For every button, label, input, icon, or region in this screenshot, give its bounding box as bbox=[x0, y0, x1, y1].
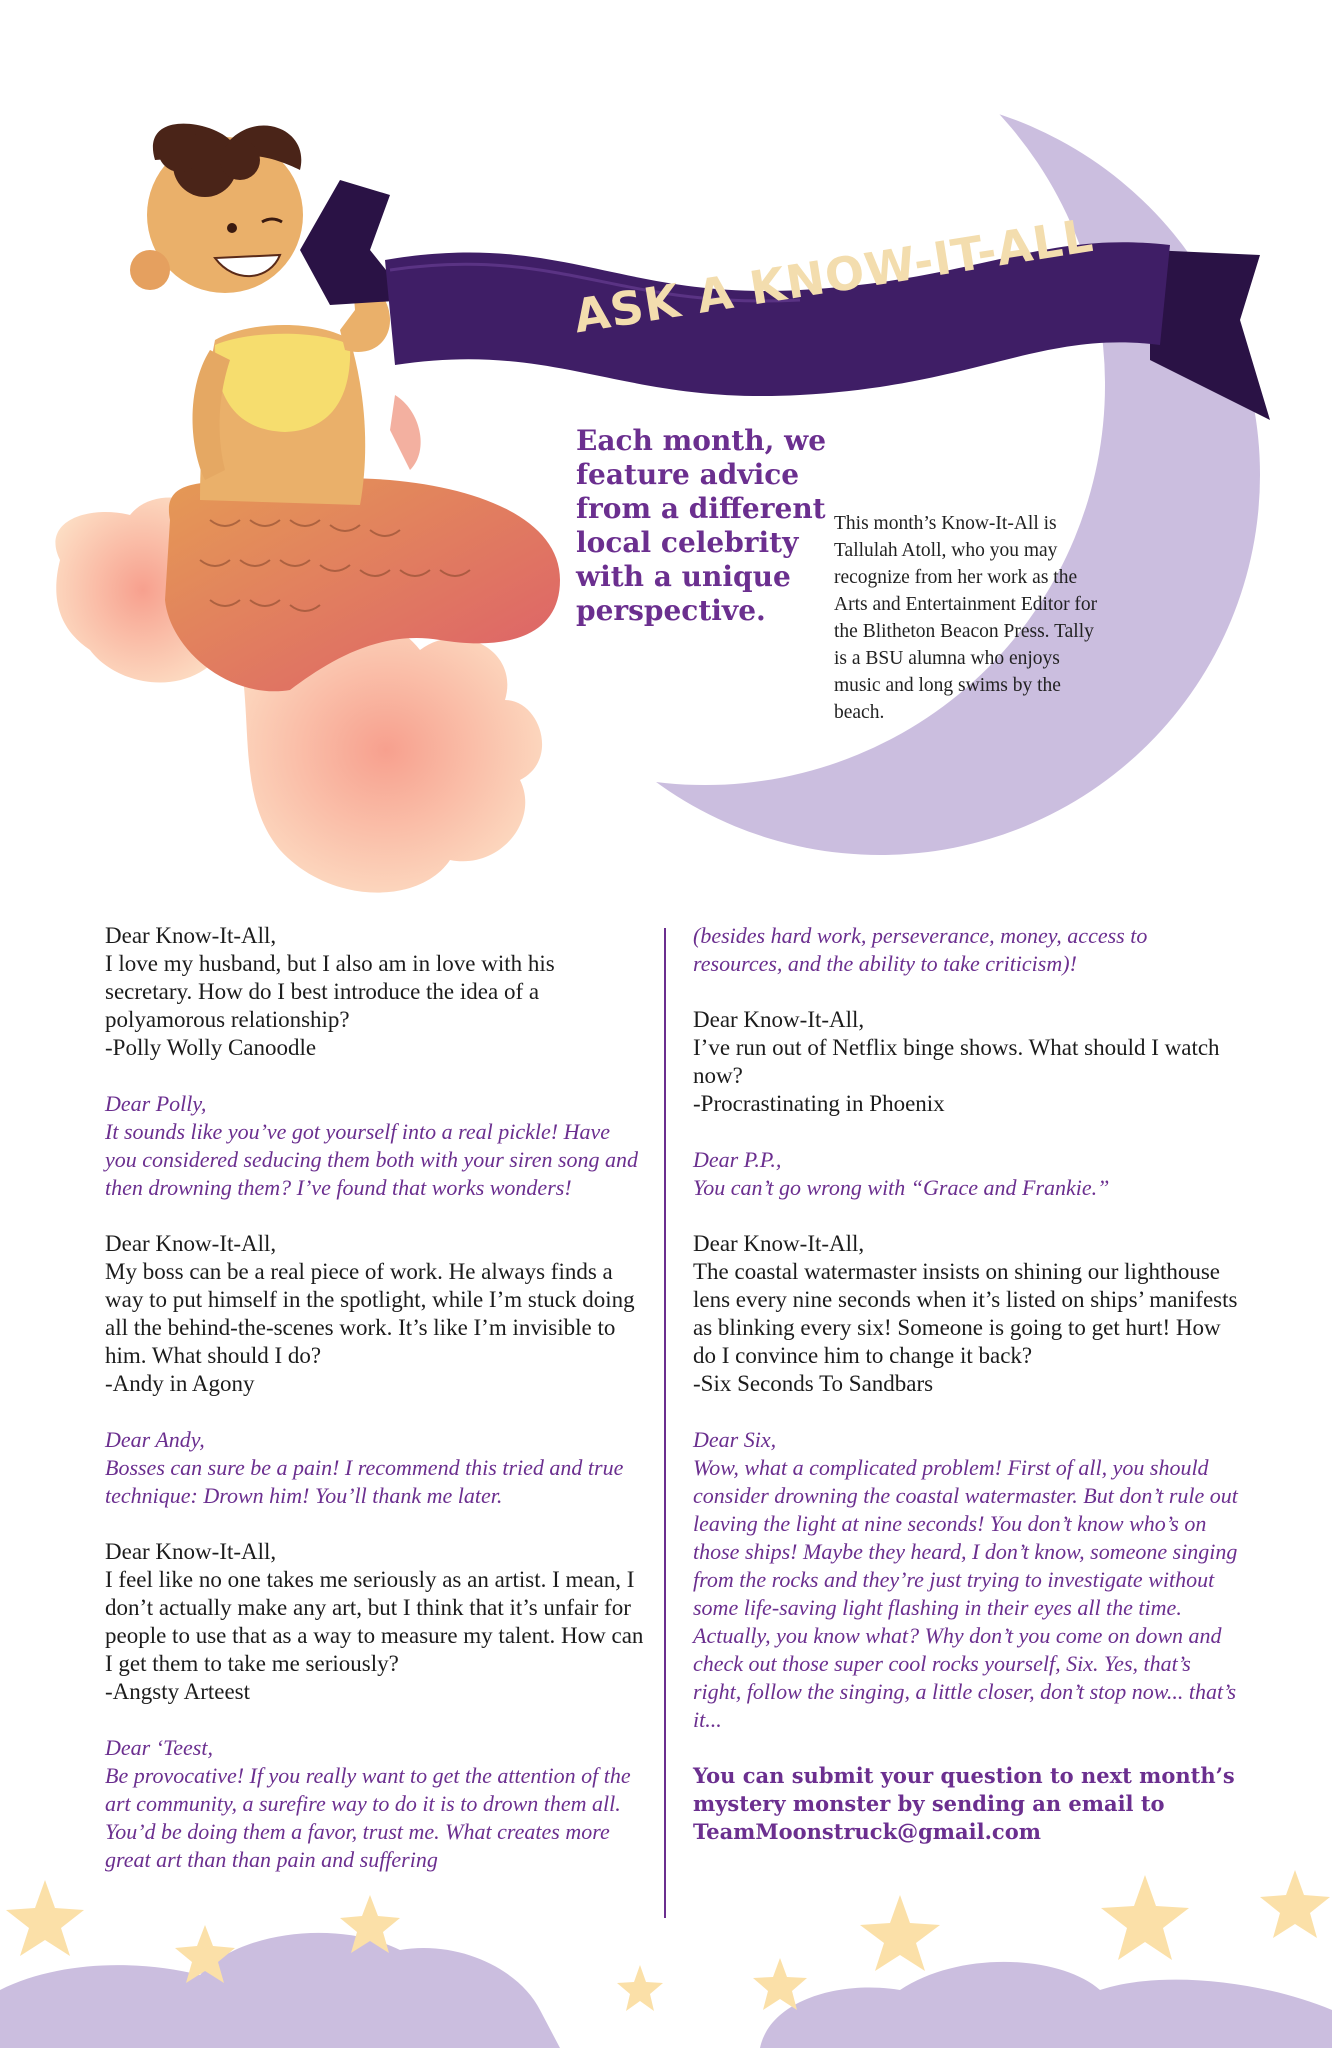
advice-reply bbox=[693, 1426, 1238, 1734]
letter-salutation: Dear Know-It-All, bbox=[693, 1231, 865, 1256]
reply-body: (besides hard work, perseverance, money, access to resources, and the ability to take criticism)! bbox=[693, 923, 1148, 976]
reply-body: It sounds like you’ve got yourself into a real pickle! Have you considered seducing them both with your siren song and then drowning them? I’ve found that works wonders! bbox=[105, 1119, 639, 1200]
letter-salutation: Dear Know-It-All, bbox=[693, 1007, 865, 1032]
reply-body: Wow, what a complicated problem! First of all, you should consider drowning the coastal watermaster. But don’t rule out leaving the light at nine seconds! You don’t know who’s on those ships! Maybe they heard, I don’t know, someone singing from the rocks and they’re just trying to investigate without some life-saving light flashing in their eyes all the time. Actually, you know what? Why don’t you come on down and check out those super cool rocks yourself, Six. Yes, that’s right, follow the singing, a little closer, don’t stop now... that’s it... bbox=[693, 1455, 1238, 1732]
reader-letter bbox=[105, 1538, 645, 1706]
column-divider bbox=[664, 928, 666, 1918]
reply-body: Bosses can sure be a pain! I recommend this tried and true technique: Drown him! You’ll thank me later. bbox=[105, 1455, 624, 1508]
star-icon bbox=[860, 1895, 940, 1971]
letter-body: I feel like no one takes me seriously as an artist. I mean, I don’t actually make any art, but I think that it’s unfair for people to use that as a way to measure my talent. How can I get them to take me seriously? bbox=[105, 1567, 644, 1676]
reply-salutation: Dear ‘Teest, bbox=[105, 1735, 213, 1760]
letter-salutation: Dear Know-It-All, bbox=[105, 1539, 277, 1564]
star-icon bbox=[1260, 1870, 1330, 1938]
advice-reply bbox=[105, 1426, 645, 1510]
letter-body: The coastal watermaster insists on shining our lighthouse lens every nine seconds when it’s listed on ships’ manifests as blinking every six! Someone is going to get hurt! How do I convince him to change it back? bbox=[693, 1259, 1238, 1368]
reader-letter bbox=[105, 1230, 645, 1398]
letter-signature: -Procrastinating in Phoenix bbox=[693, 1091, 945, 1116]
reader-letter bbox=[693, 1006, 1238, 1118]
reply-salutation: Dear Andy, bbox=[105, 1427, 205, 1452]
submission-call-to-action: You can submit your question to next month’s mystery monster by sending an email to TeamMoonstruck@gmail.com bbox=[693, 1763, 1235, 1844]
banner-title: ASK A KNOW-IT-ALL bbox=[570, 207, 1098, 344]
letter-body: I love my husband, but I also am in love with his secretary. How do I best introduce the idea of a polyamorous relationship? bbox=[105, 951, 555, 1032]
letter-salutation: Dear Know-It-All, bbox=[105, 1231, 277, 1256]
feature-tagline: Each month, we feature advice from a different local celebrity with a unique perspective. bbox=[576, 424, 827, 627]
letter-signature: -Polly Wolly Canoodle bbox=[105, 1035, 317, 1060]
advice-column-right bbox=[693, 922, 1238, 1867]
reply-salutation: Dear Polly, bbox=[105, 1091, 207, 1116]
star-icon bbox=[6, 1880, 84, 1956]
reply-salutation: Dear P.P., bbox=[693, 1147, 782, 1172]
reply-body: You can’t go wrong with “Grace and Frankie.” bbox=[693, 1175, 1110, 1200]
letter-body: I’ve run out of Netflix binge shows. What should I watch now? bbox=[693, 1035, 1220, 1088]
star-icon bbox=[617, 1965, 663, 2011]
letter-signature: -Andy in Agony bbox=[105, 1371, 255, 1396]
advice-reply bbox=[105, 1090, 645, 1202]
letter-signature: -Angsty Arteest bbox=[105, 1679, 251, 1704]
clouds-and-stars-decoration bbox=[0, 1840, 1332, 2048]
reader-letter bbox=[105, 922, 645, 1062]
letter-signature: -Six Seconds To Sandbars bbox=[693, 1371, 934, 1396]
title-banner-ribbon bbox=[0, 0, 1332, 460]
reply-body: Be provocative! If you really want to get the attention of the art community, a surefire way to do it is to drown them all. You’d be doing them a favor, trust me. What creates more great art than than pain and suffering bbox=[105, 1763, 631, 1872]
featured-celebrity-intro: This month’s Know-It-All is Tallulah Atoll, who you may recognize from her work as the Arts and Entertainment Editor for the Blitheton Beacon Press. Tally is a BSU alumna who enjoys music and long swims by the beach. bbox=[834, 513, 1098, 723]
reader-letter bbox=[693, 1230, 1238, 1398]
letter-body: My boss can be a real piece of work. He always finds a way to put himself in the spotlight, while I’m stuck doing all the behind-the-scenes work. It’s like I’m invisible to him. What should I do? bbox=[105, 1259, 635, 1368]
reply-continuation bbox=[693, 922, 1238, 978]
star-icon bbox=[753, 1958, 807, 2010]
reply-salutation: Dear Six, bbox=[693, 1427, 777, 1452]
star-icon bbox=[1101, 1875, 1189, 1960]
advice-column-left bbox=[105, 922, 645, 1902]
advice-reply bbox=[693, 1146, 1238, 1202]
letter-salutation: Dear Know-It-All, bbox=[105, 923, 277, 948]
